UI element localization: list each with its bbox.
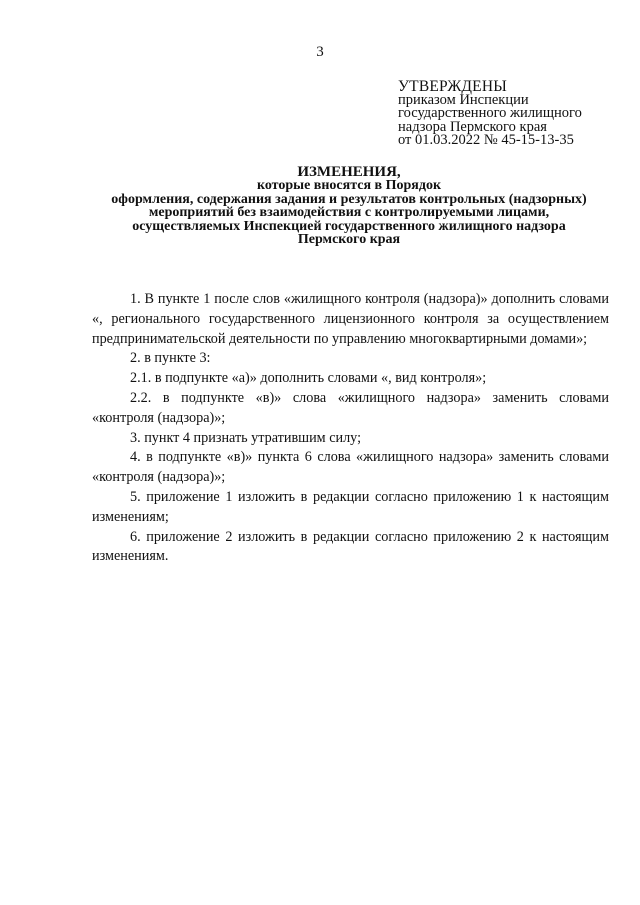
- paragraph-item-1: 1. В пункте 1 после слов «жилищного контроля (надзора)» дополнить словами «, регионального государственного лицензионного контроля за осуществлением предпринимательской деятельности по управлению многоквартирными домами»;: [92, 291, 609, 347]
- paragraph-item-4: 4. в подпункте «в)» пункта 6 слова «жилищного надзора» заменить словами «контроля (надзора)»;: [92, 449, 609, 486]
- approval-stamp: [398, 80, 628, 148]
- heading-title: ИЗМЕНЕНИЯ,: [297, 164, 401, 180]
- heading-line: осуществляемых Инспекцией государственного жилищного надзора: [132, 218, 566, 234]
- approval-title: УТВЕРЖДЕНЫ: [398, 78, 507, 95]
- approval-order-number: от 01.03.2022 № 45-15-13-35: [398, 132, 574, 148]
- heading-line: мероприятий без взаимодействия с контролируемыми лицами,: [148, 205, 550, 221]
- approval-line: государственного жилищного: [398, 105, 582, 121]
- paragraph-item-3: 3. пункт 4 признать утратившим силу;: [130, 429, 362, 446]
- paragraph-item-2-2: 2.2. в подпункте «в)» слова «жилищного надзора» заменить словами «контроля (надзора)»;: [92, 389, 609, 426]
- page-number: 3: [316, 44, 324, 60]
- heading-line: Пермского края: [297, 232, 401, 248]
- heading-line: оформления, содержания задания и результатов контрольных (надзорных): [111, 191, 587, 207]
- paragraph-item-6: 6. приложение 2 изложить в редакции согласно приложению 2 к настоящим изменениям.: [92, 528, 609, 565]
- document-body: [92, 290, 609, 567]
- heading-line: которые вносятся в Порядок: [256, 178, 442, 194]
- document-heading: [60, 166, 638, 246]
- approval-line: приказом Инспекции: [398, 91, 529, 108]
- paragraph-item-2-1: 2.1. в подпункте «а)» дополнить словами «, вид контроля»;: [130, 370, 487, 387]
- paragraph-item-2: 2. в пункте 3:: [130, 350, 211, 367]
- paragraph-item-5: 5. приложение 1 изложить в редакции согласно приложению 1 к настоящим изменениям;: [92, 488, 609, 525]
- approval-line: надзора Пермского края: [398, 118, 547, 135]
